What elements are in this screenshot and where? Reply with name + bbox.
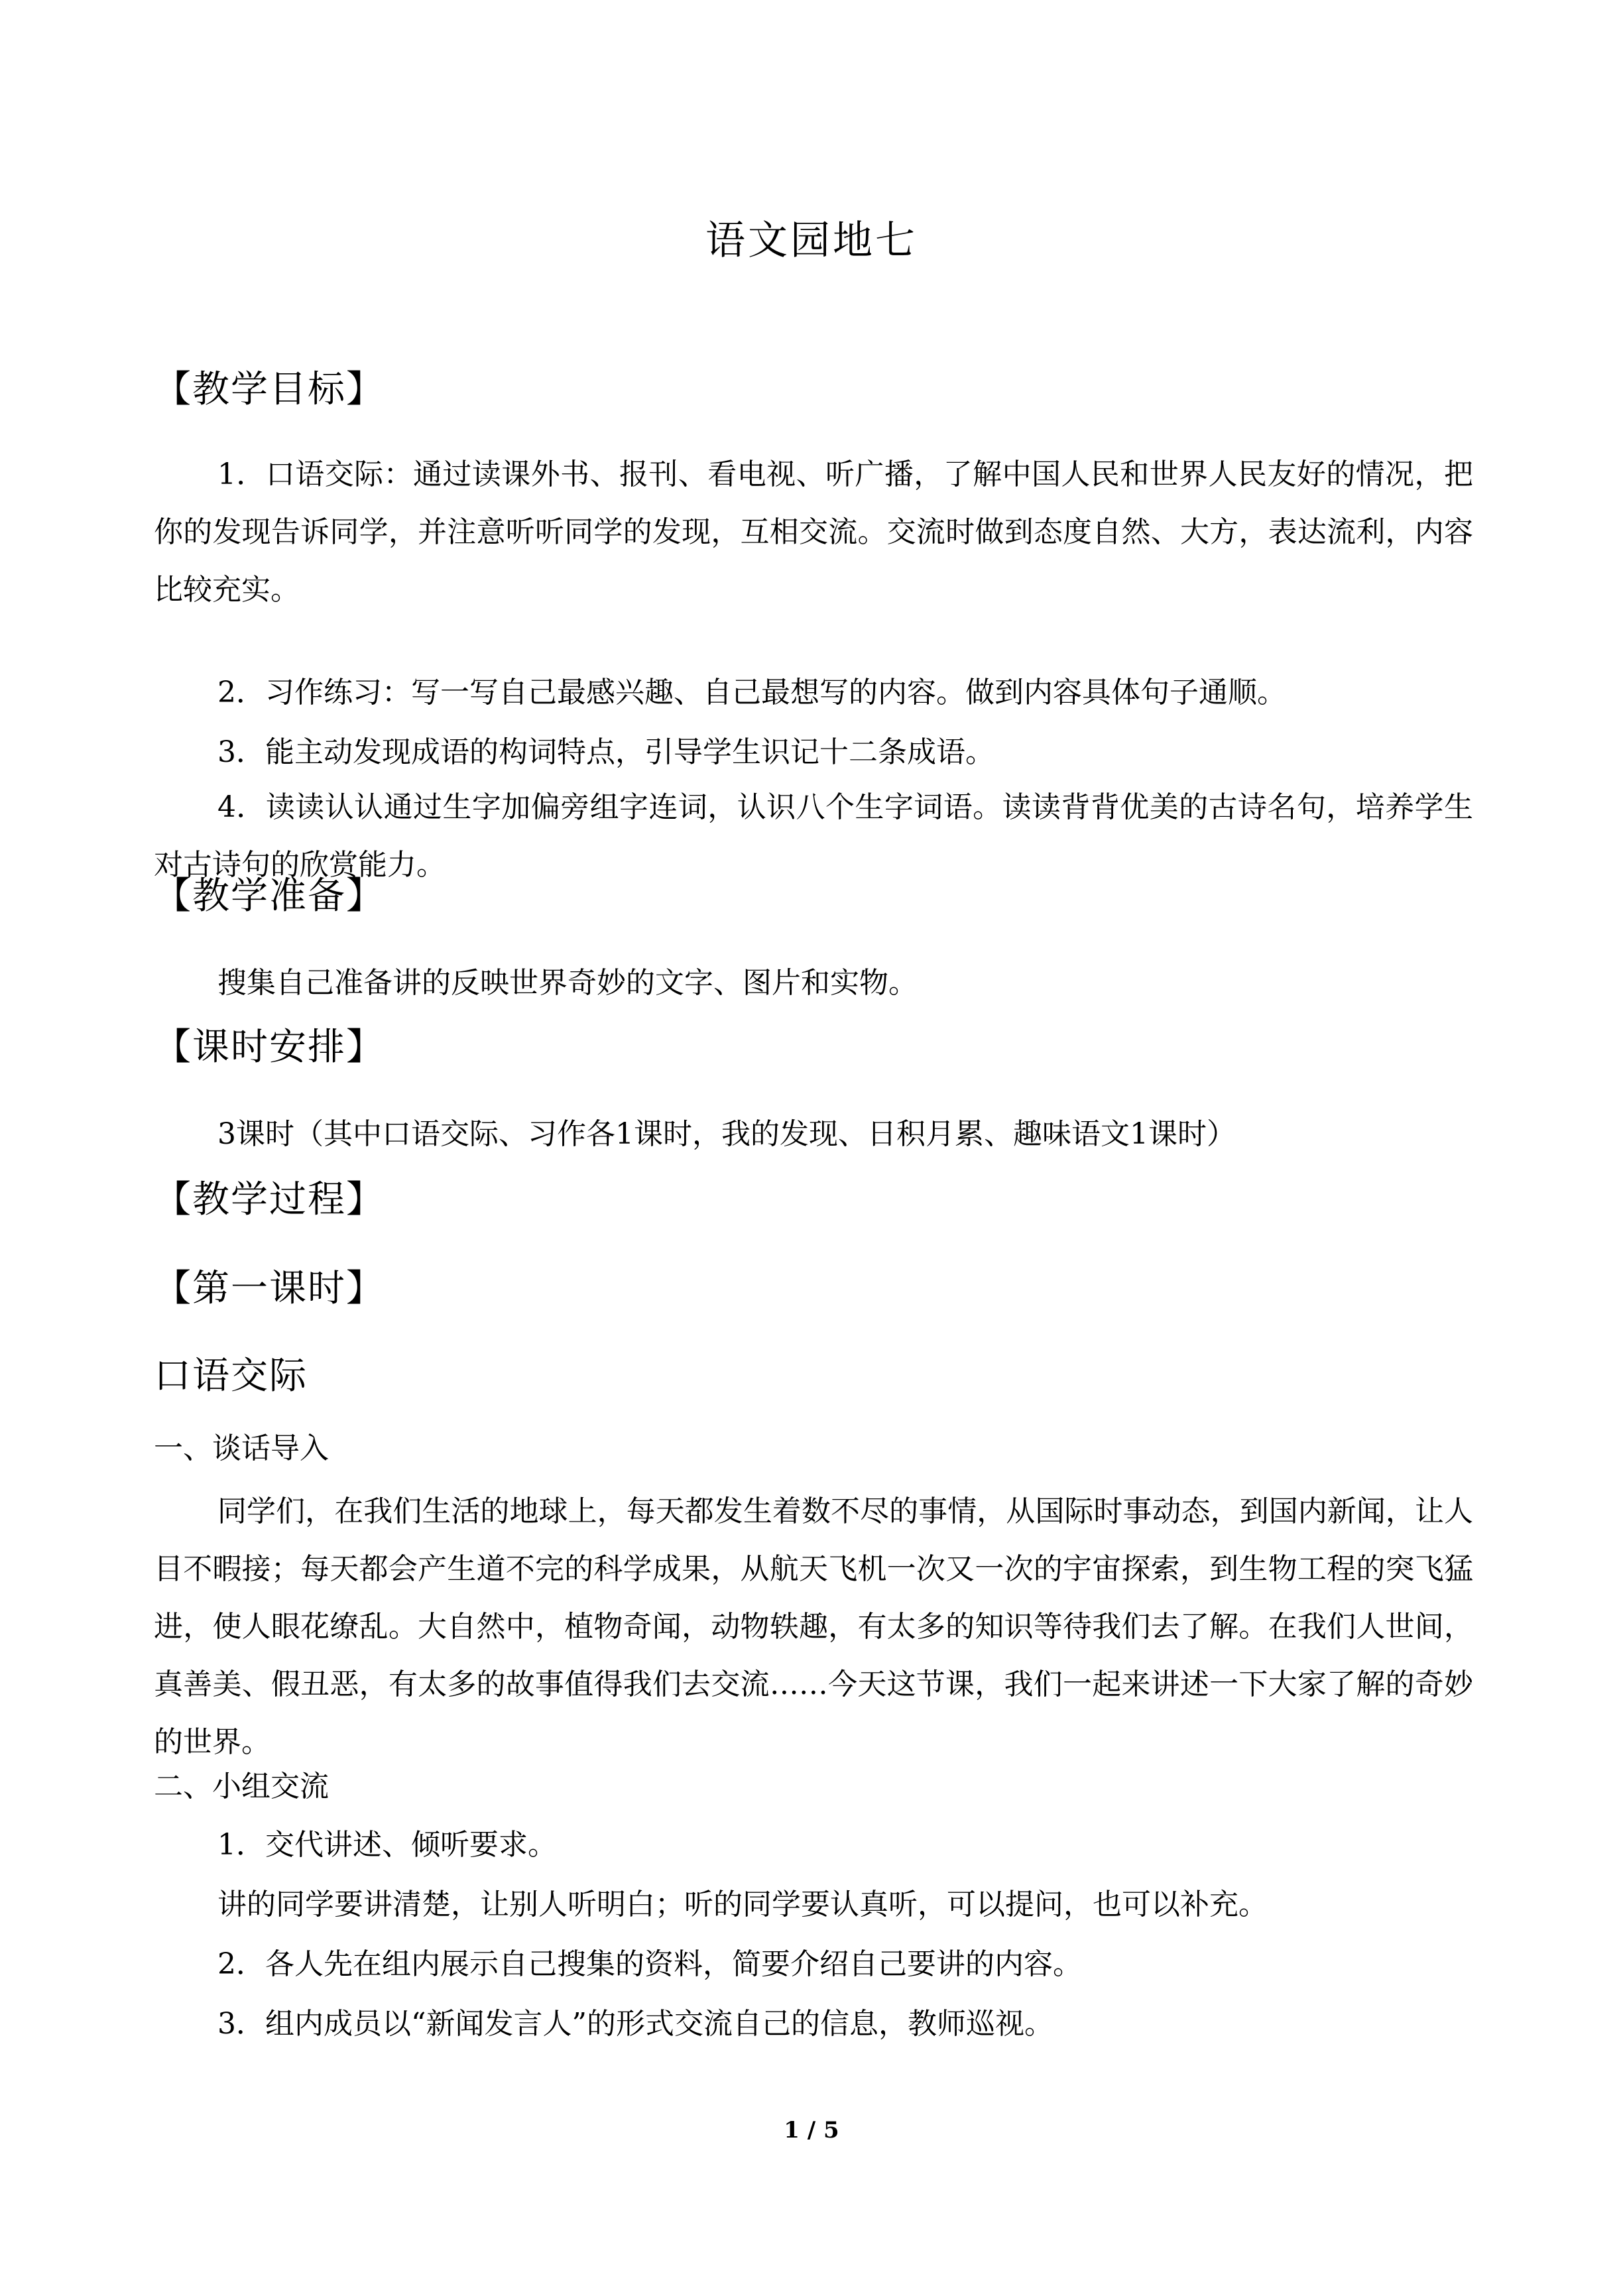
objective-paragraph-2: 2．习作练习：写一写自己最感兴趣、自己最想写的内容。做到内容具体句子通顺。 [217,676,1286,709]
part1-paragraph: 同学们，在我们生活的地球上，每天都发生着数不尽的事情，从国际时事动态，到国内新闻，让人目不暇接；每天都会产生道不完的科学成果，从航天飞机一次又一次的宇宙探索，到生物工程的突飞猛进，使人眼花缭乱。大自然中，植物奇闻，动物轶趣，有太多的知识等待我们去了解。在我们人世间，真善美、假丑恶，有太多的故事值得我们去交流……今天这节课，我们一起来讲述一下大家了解的奇妙的世界。 [154,1494,1473,1759]
schedule-text: 3课时（其中口语交际、习作各1课时，我的发现、日积月累、趣味语文1课时） [217,1117,1236,1151]
heading-preparation: 【教学准备】 [154,875,385,918]
section-title-oral-communication: 口语交际 [154,1355,308,1398]
page-number: 1 / 5 [784,2117,839,2144]
part2-item-2: 2．各人先在组内展示自己搜集的资料，简要介绍自己要讲的内容。 [217,1947,1082,1981]
heading-first-lesson: 【第一课时】 [154,1267,385,1310]
heading-objectives: 【教学目标】 [154,368,385,411]
part2-title: 二、小组交流 [154,1770,329,1803]
part2-item-1: 1．交代讲述、倾听要求。 [217,1828,557,1862]
objective-paragraph-3: 3．能主动发现成语的构词特点，引导学生识记十二条成语。 [217,735,994,769]
heading-process: 【教学过程】 [154,1178,385,1221]
objective-paragraph-4: 4．读读认认通过生字加偏旁组字连词，认识八个生字词语。读读背背优美的古诗名句，培养学生对古诗句的欣赏能力。 [154,790,1473,882]
part2-item-1-detail: 讲的同学要讲清楚，让别人听明白；听的同学要认真听，可以提问，也可以补充。 [217,1888,1268,1921]
preparation-text: 搜集自己准备讲的反映世界奇妙的文字、图片和实物。 [217,966,918,1000]
objective-paragraph-1: 1．口语交际：通过读课外书、报刊、看电视、听广播，了解中国人民和世界人民友好的情况，把你的发现告诉同学，并注意听听同学的发现，互相交流。交流时做到态度自然、大方，表达流利，内容比较充实。 [154,457,1473,607]
page-title: 语文园地七 [705,217,918,264]
part1-title: 一、谈话导入 [154,1431,329,1465]
heading-schedule: 【课时安排】 [154,1026,385,1069]
part2-item-3: 3．组内成员以“新闻发言人”的形式交流自己的信息，教师巡视。 [217,2007,1053,2041]
